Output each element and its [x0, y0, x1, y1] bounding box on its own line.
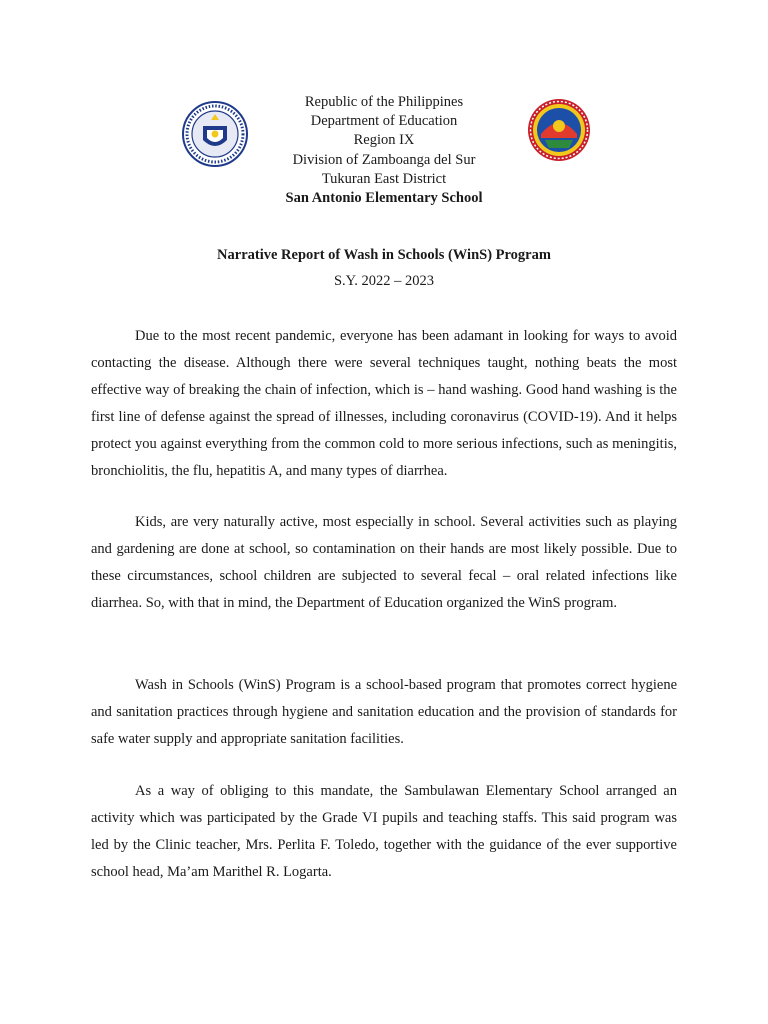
- header-school-name: San Antonio Elementary School: [285, 190, 483, 207]
- header-line-country: Republic of the Philippines: [304, 94, 464, 110]
- header-line-district: Tukuran East District: [321, 170, 447, 187]
- letterhead: [0, 93, 768, 208]
- header-line-department: Department of Education: [310, 113, 458, 130]
- header-line-division: Division of Zamboanga del Sur: [292, 151, 476, 168]
- paragraph-4: As a way of obliging to this mandate, the Sambulawan Elementary School arranged an activity which was participated by the Grade VI pupils and teaching staffs. This said program was led by the Clinic teacher, Mrs. Perlita F. Toledo, together with the guidance of the ever supportive school head, Ma’am Marithel R. Logarta.: [91, 783, 677, 880]
- header-line-region: Region IX: [353, 132, 415, 149]
- report-title: Narrative Report of Wash in Schools (WinS) Program: [217, 247, 551, 263]
- paragraph-3: Wash in Schools (WinS) Program is a school-based program that promotes correct hygiene and sanitation practices through hygiene and sanitation education and the provision of standards for safe water supply and appropriate sanitation facilities.: [91, 677, 677, 747]
- paragraph-2: Kids, are very naturally active, most especially in school. Several activities such as playing and gardening are done at school, so contamination on their hands are most likely possible. Due to these circumstances, school children are subjected to several fecal – oral related infections like diarrhea. So, with that in mind, the Department of Education organized the WinS program.: [91, 514, 677, 611]
- school-year: S.Y. 2022 – 2023: [333, 273, 435, 289]
- paragraph-1: Due to the most recent pandemic, everyone has been adamant in looking for ways to avoid contacting the disease. Although there were several techniques taught, nothing beats the most effective way of breaking the chain of infection, which is – hand washing. Good hand washing is the first line of defense against the spread of illnesses, including coronavirus (COVID-19). And it helps protect you against everything from the common cold to more serious infections, such as meningitis, bronchiolitis, the flu, hepatitis A, and many types of diarrhea.: [91, 328, 677, 479]
